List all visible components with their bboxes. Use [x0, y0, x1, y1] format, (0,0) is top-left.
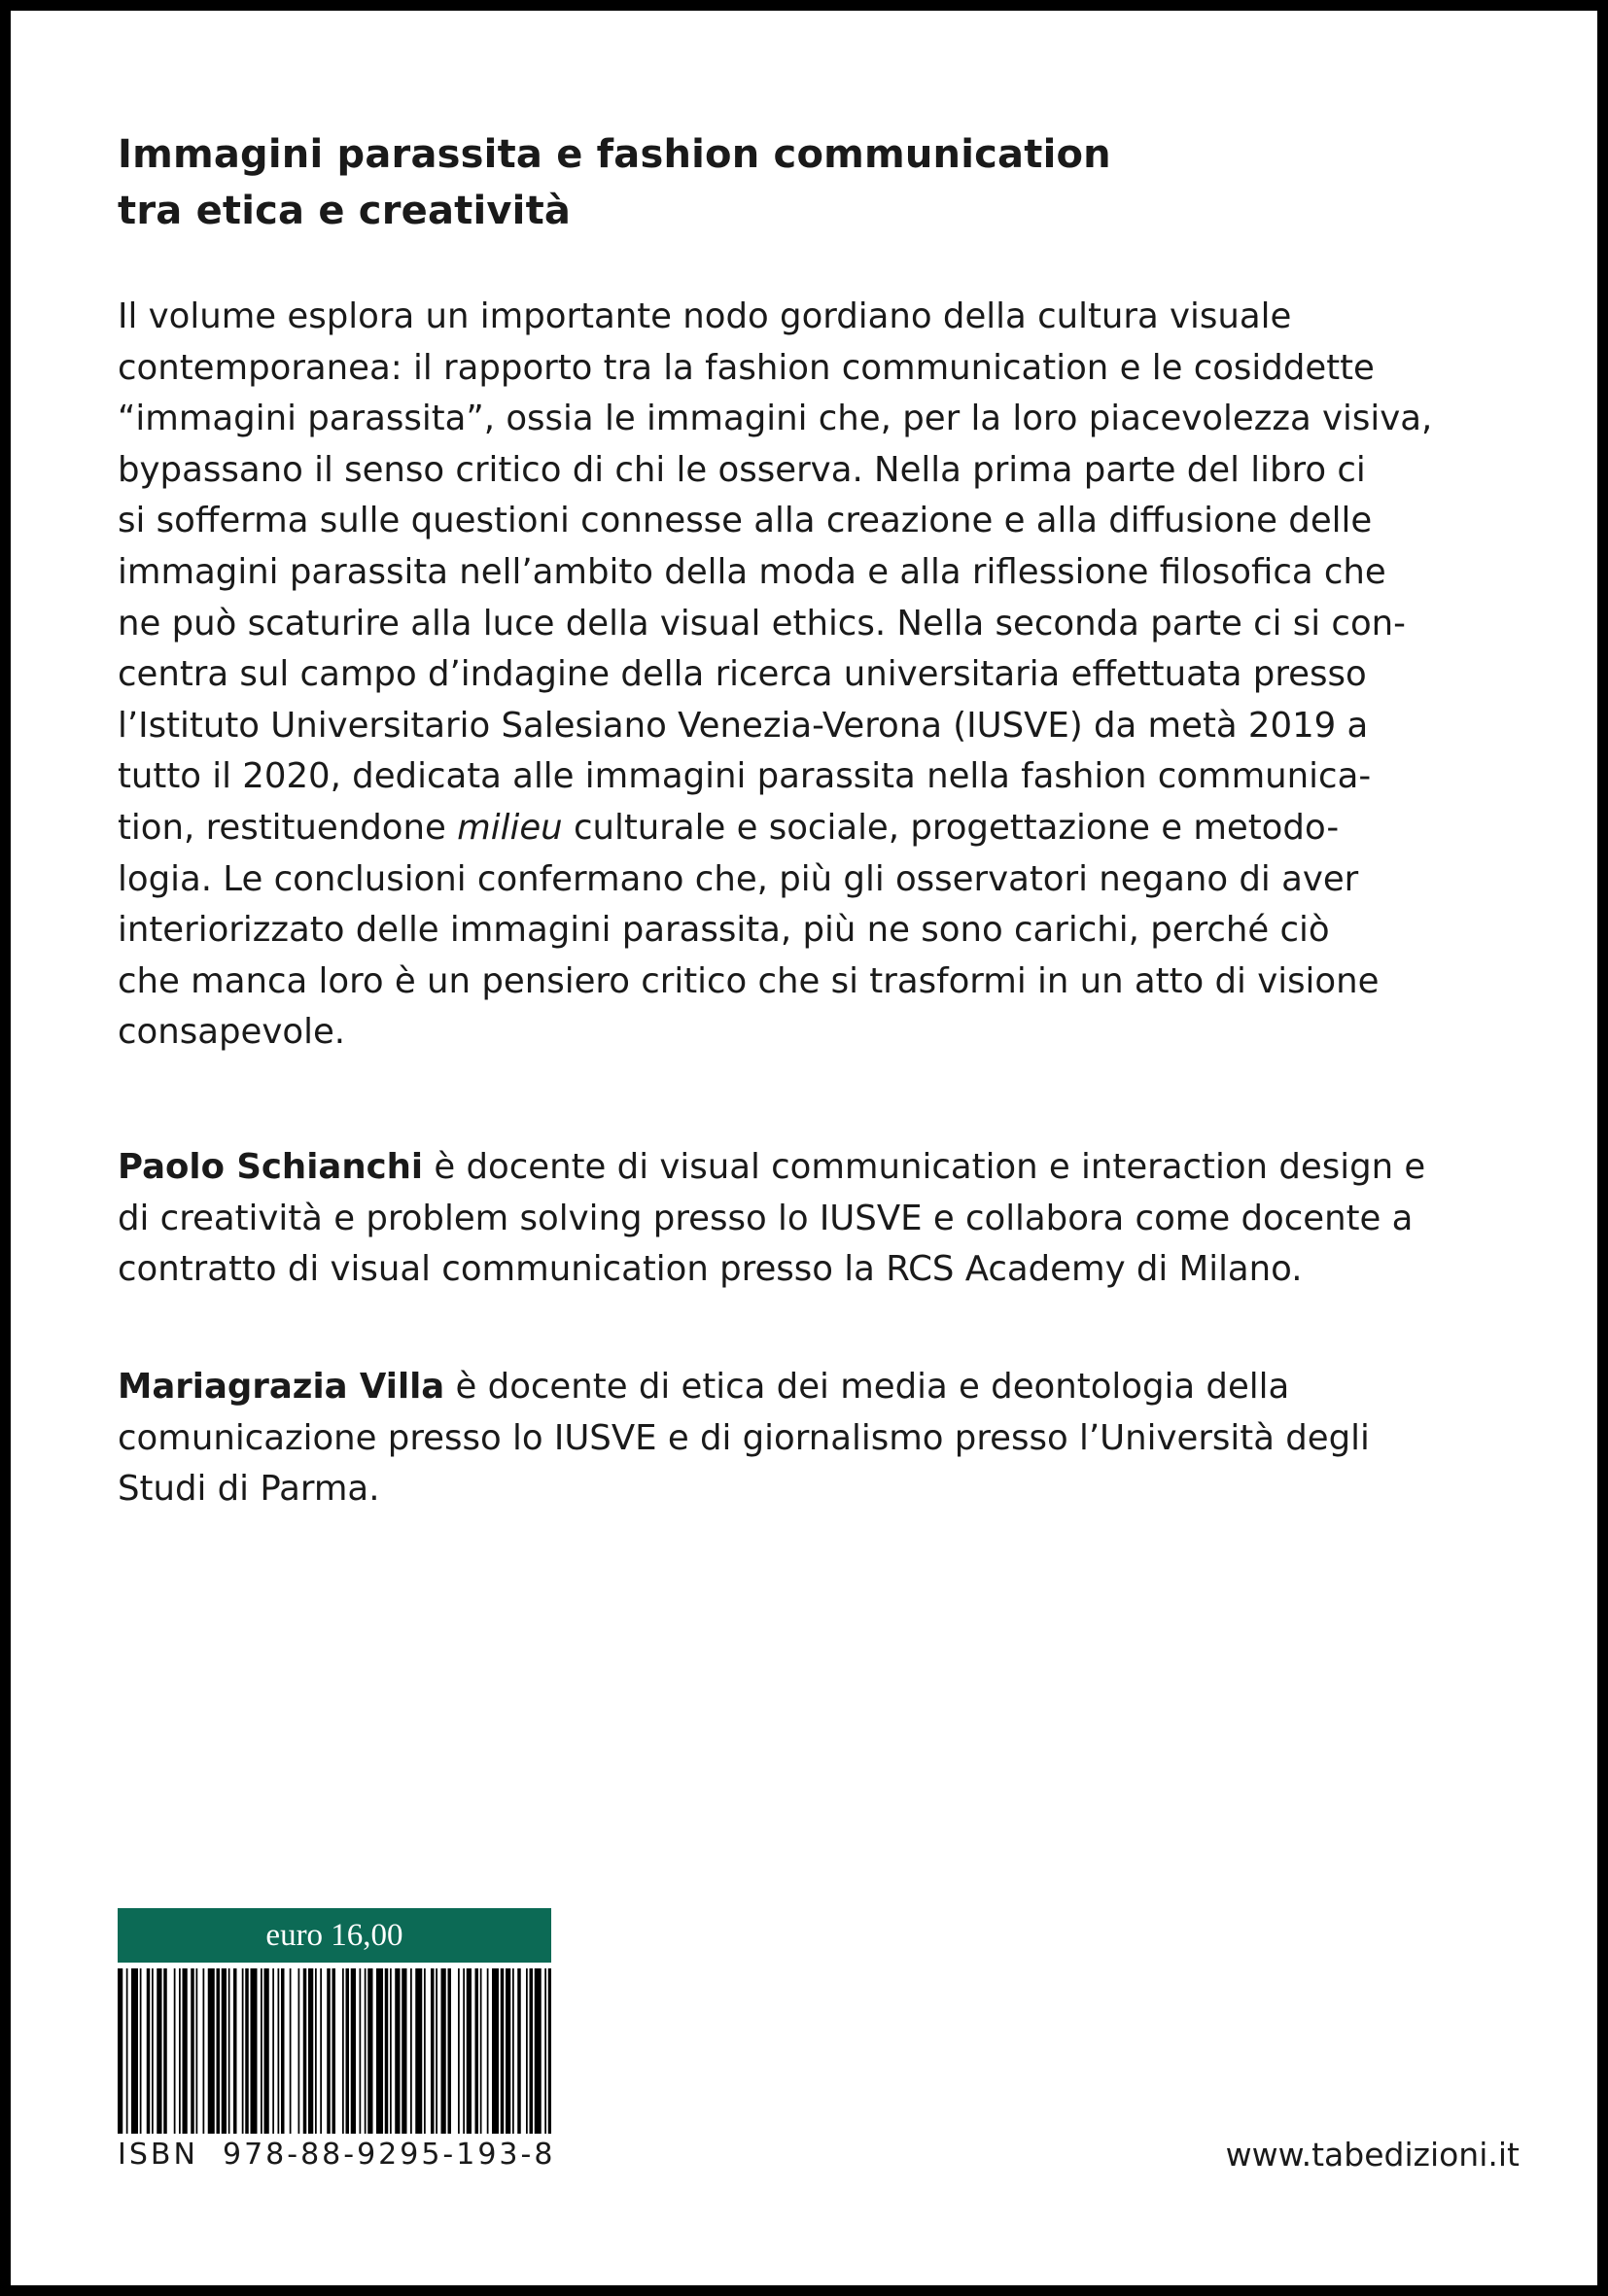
barcode-bar — [351, 1968, 356, 2134]
barcode-bar — [463, 1968, 465, 2134]
barcode-bar — [303, 1968, 307, 2134]
barcode-bar — [431, 1968, 435, 2134]
barcode-bar — [126, 1968, 128, 2134]
barcode-bar — [376, 1968, 383, 2134]
barcode-bar — [157, 1968, 161, 2134]
description-line: interiorizzato delle immagini parassita, più ne sono carichi, perché ciò — [118, 910, 1330, 951]
barcode-bar — [395, 1968, 400, 2134]
barcode-bar — [222, 1968, 227, 2134]
description-text: culturale e sociale, progettazione e metodo- — [562, 807, 1340, 848]
barcode-bar — [174, 1968, 176, 2134]
book-title: Immagini parassita e fashion communication tra etica e creatività — [118, 132, 1111, 233]
barcode-bar — [208, 1968, 215, 2134]
barcode-bar — [183, 1968, 188, 2134]
barcode-bar — [512, 1968, 514, 2134]
description-line: l’Istituto Universitario Salesiano Venezia-Verona (IUSVE) da metà 2019 a — [118, 705, 1369, 746]
barcode-bar — [327, 1968, 331, 2134]
barcode-bar — [535, 1968, 542, 2134]
barcode-bar — [506, 1968, 510, 2134]
barcode-bar — [342, 1968, 344, 2134]
barcode-bar — [424, 1968, 426, 2134]
bio-line: comunicazione presso lo IUSVE e di giornalismo presso l’Università degli — [118, 1417, 1370, 1458]
barcode-bar — [281, 1968, 285, 2134]
publisher-website: www.tabedizioni.it — [1225, 2136, 1520, 2174]
barcode-bar — [360, 1968, 362, 2134]
author-bio-schianchi — [118, 1142, 1518, 1296]
barcode-bar — [217, 1968, 221, 2134]
barcode-bar — [492, 1968, 499, 2134]
bio-line: di creatività e problem solving presso lo IUSVE e collabora come docente a — [118, 1198, 1414, 1238]
barcode-bar — [179, 1968, 181, 2134]
barcode-bar — [501, 1968, 505, 2134]
barcode-bar — [548, 1968, 551, 2134]
bio-line: Studi di Parma. — [118, 1469, 380, 1510]
barcode-bar — [390, 1968, 392, 2134]
barcode-bar — [436, 1968, 437, 2134]
description-line: che manca loro è un pensiero critico che si trasformi in un atto di visione — [118, 960, 1380, 1001]
barcode-bar — [320, 1968, 322, 2134]
barcode-bar — [242, 1968, 244, 2134]
barcode-bar — [278, 1968, 280, 2134]
barcode-bar — [480, 1968, 482, 2134]
barcode-bar — [290, 1968, 292, 2134]
barcode-bar — [131, 1968, 138, 2134]
description-line: bypassano il senso critico di chi le osserva. Nella prima parte del libro ci — [118, 449, 1366, 490]
description-line: centra sul campo d’indagine della ricerca universitaria effettuata presso — [118, 654, 1367, 695]
italic-term: milieu — [457, 807, 563, 848]
description-text: tion, restituendone — [118, 807, 458, 848]
barcode-bar — [163, 1968, 167, 2134]
bio-text: è docente di visual communication e interaction design e — [423, 1147, 1426, 1187]
description-line: immagini parassita nell’ambito della moda e alla riflessione filosofica che — [118, 551, 1386, 592]
barcode-bar — [385, 1968, 389, 2134]
barcode-bar — [261, 1968, 262, 2134]
author-bio-villa — [118, 1362, 1518, 1515]
barcode-bar — [367, 1968, 372, 2134]
author-name: Paolo Schianchi — [118, 1147, 424, 1187]
barcode-bar — [264, 1968, 269, 2134]
barcode-bar — [448, 1968, 452, 2134]
barcode-bar — [410, 1968, 412, 2134]
description-line: “immagini parassita”, ossia le immagini che, per la loro piacevolezza visiva, — [118, 399, 1433, 439]
back-cover — [9, 9, 1599, 2287]
author-name: Mariagrazia Villa — [118, 1367, 445, 1407]
barcode-bar — [191, 1968, 194, 2134]
barcode — [118, 1968, 551, 2134]
barcode-bar — [441, 1968, 446, 2134]
barcode-bar — [365, 1968, 367, 2134]
barcode-bar — [487, 1968, 489, 2134]
barcode-bar — [140, 1968, 142, 2134]
barcode-bar — [272, 1968, 274, 2134]
barcode-bar — [245, 1968, 249, 2134]
barcode-bar — [118, 1968, 122, 2134]
bio-text: è docente di etica dei media e deontologia della — [444, 1367, 1290, 1407]
price-label: euro 16,00 — [118, 1908, 551, 1963]
description-line — [118, 803, 1518, 854]
description-line: ne può scaturire alla luce della visual ethics. Nella seconda parte ci si con- — [118, 603, 1406, 644]
barcode-bar — [415, 1968, 422, 2134]
bio-line — [118, 1142, 1518, 1194]
barcode-bar — [315, 1968, 317, 2134]
barcode-bar — [251, 1968, 258, 2134]
description-line: tutto il 2020, dedicata alle immagini parassita nella fashion communica- — [118, 756, 1372, 797]
barcode-bar — [544, 1968, 546, 2134]
description-line: Il volume esplora un importante nodo gordiano della cultura visuale — [118, 296, 1292, 336]
barcode-bar — [517, 1968, 521, 2134]
barcode-bar — [152, 1968, 154, 2134]
description-line: contemporanea: il rapporto tra la fashion communication e le cosiddette — [118, 347, 1375, 388]
barcode-bar — [203, 1968, 205, 2134]
barcode-bar — [332, 1968, 336, 2134]
barcode-bar — [308, 1968, 313, 2134]
barcode-bar — [346, 1968, 350, 2134]
isbn: ISBN 978-88-9295-193-8 — [118, 2138, 556, 2172]
bio-line: contratto di visual communication presso la RCS Academy di Milano. — [118, 1249, 1303, 1290]
barcode-bar — [233, 1968, 237, 2134]
bio-line — [118, 1362, 1518, 1413]
barcode-bar — [530, 1968, 534, 2134]
barcode-bar — [147, 1968, 151, 2134]
description-line: logia. Le conclusioni confermano che, più gli osservatori negano di aver — [118, 858, 1359, 899]
barcode-bar — [228, 1968, 230, 2134]
barcode-bar — [402, 1968, 406, 2134]
barcode-bar — [298, 1968, 300, 2134]
barcode-bar — [475, 1968, 479, 2134]
description-line: si sofferma sulle questioni connesse alla creazione e alla diffusione delle — [118, 501, 1373, 541]
barcode-bar — [196, 1968, 198, 2134]
description-line: consapevole. — [118, 1012, 346, 1053]
book-description — [118, 292, 1518, 1059]
barcode-bar — [526, 1968, 528, 2134]
barcode-bar — [467, 1968, 472, 2134]
barcode-bar — [458, 1968, 460, 2134]
